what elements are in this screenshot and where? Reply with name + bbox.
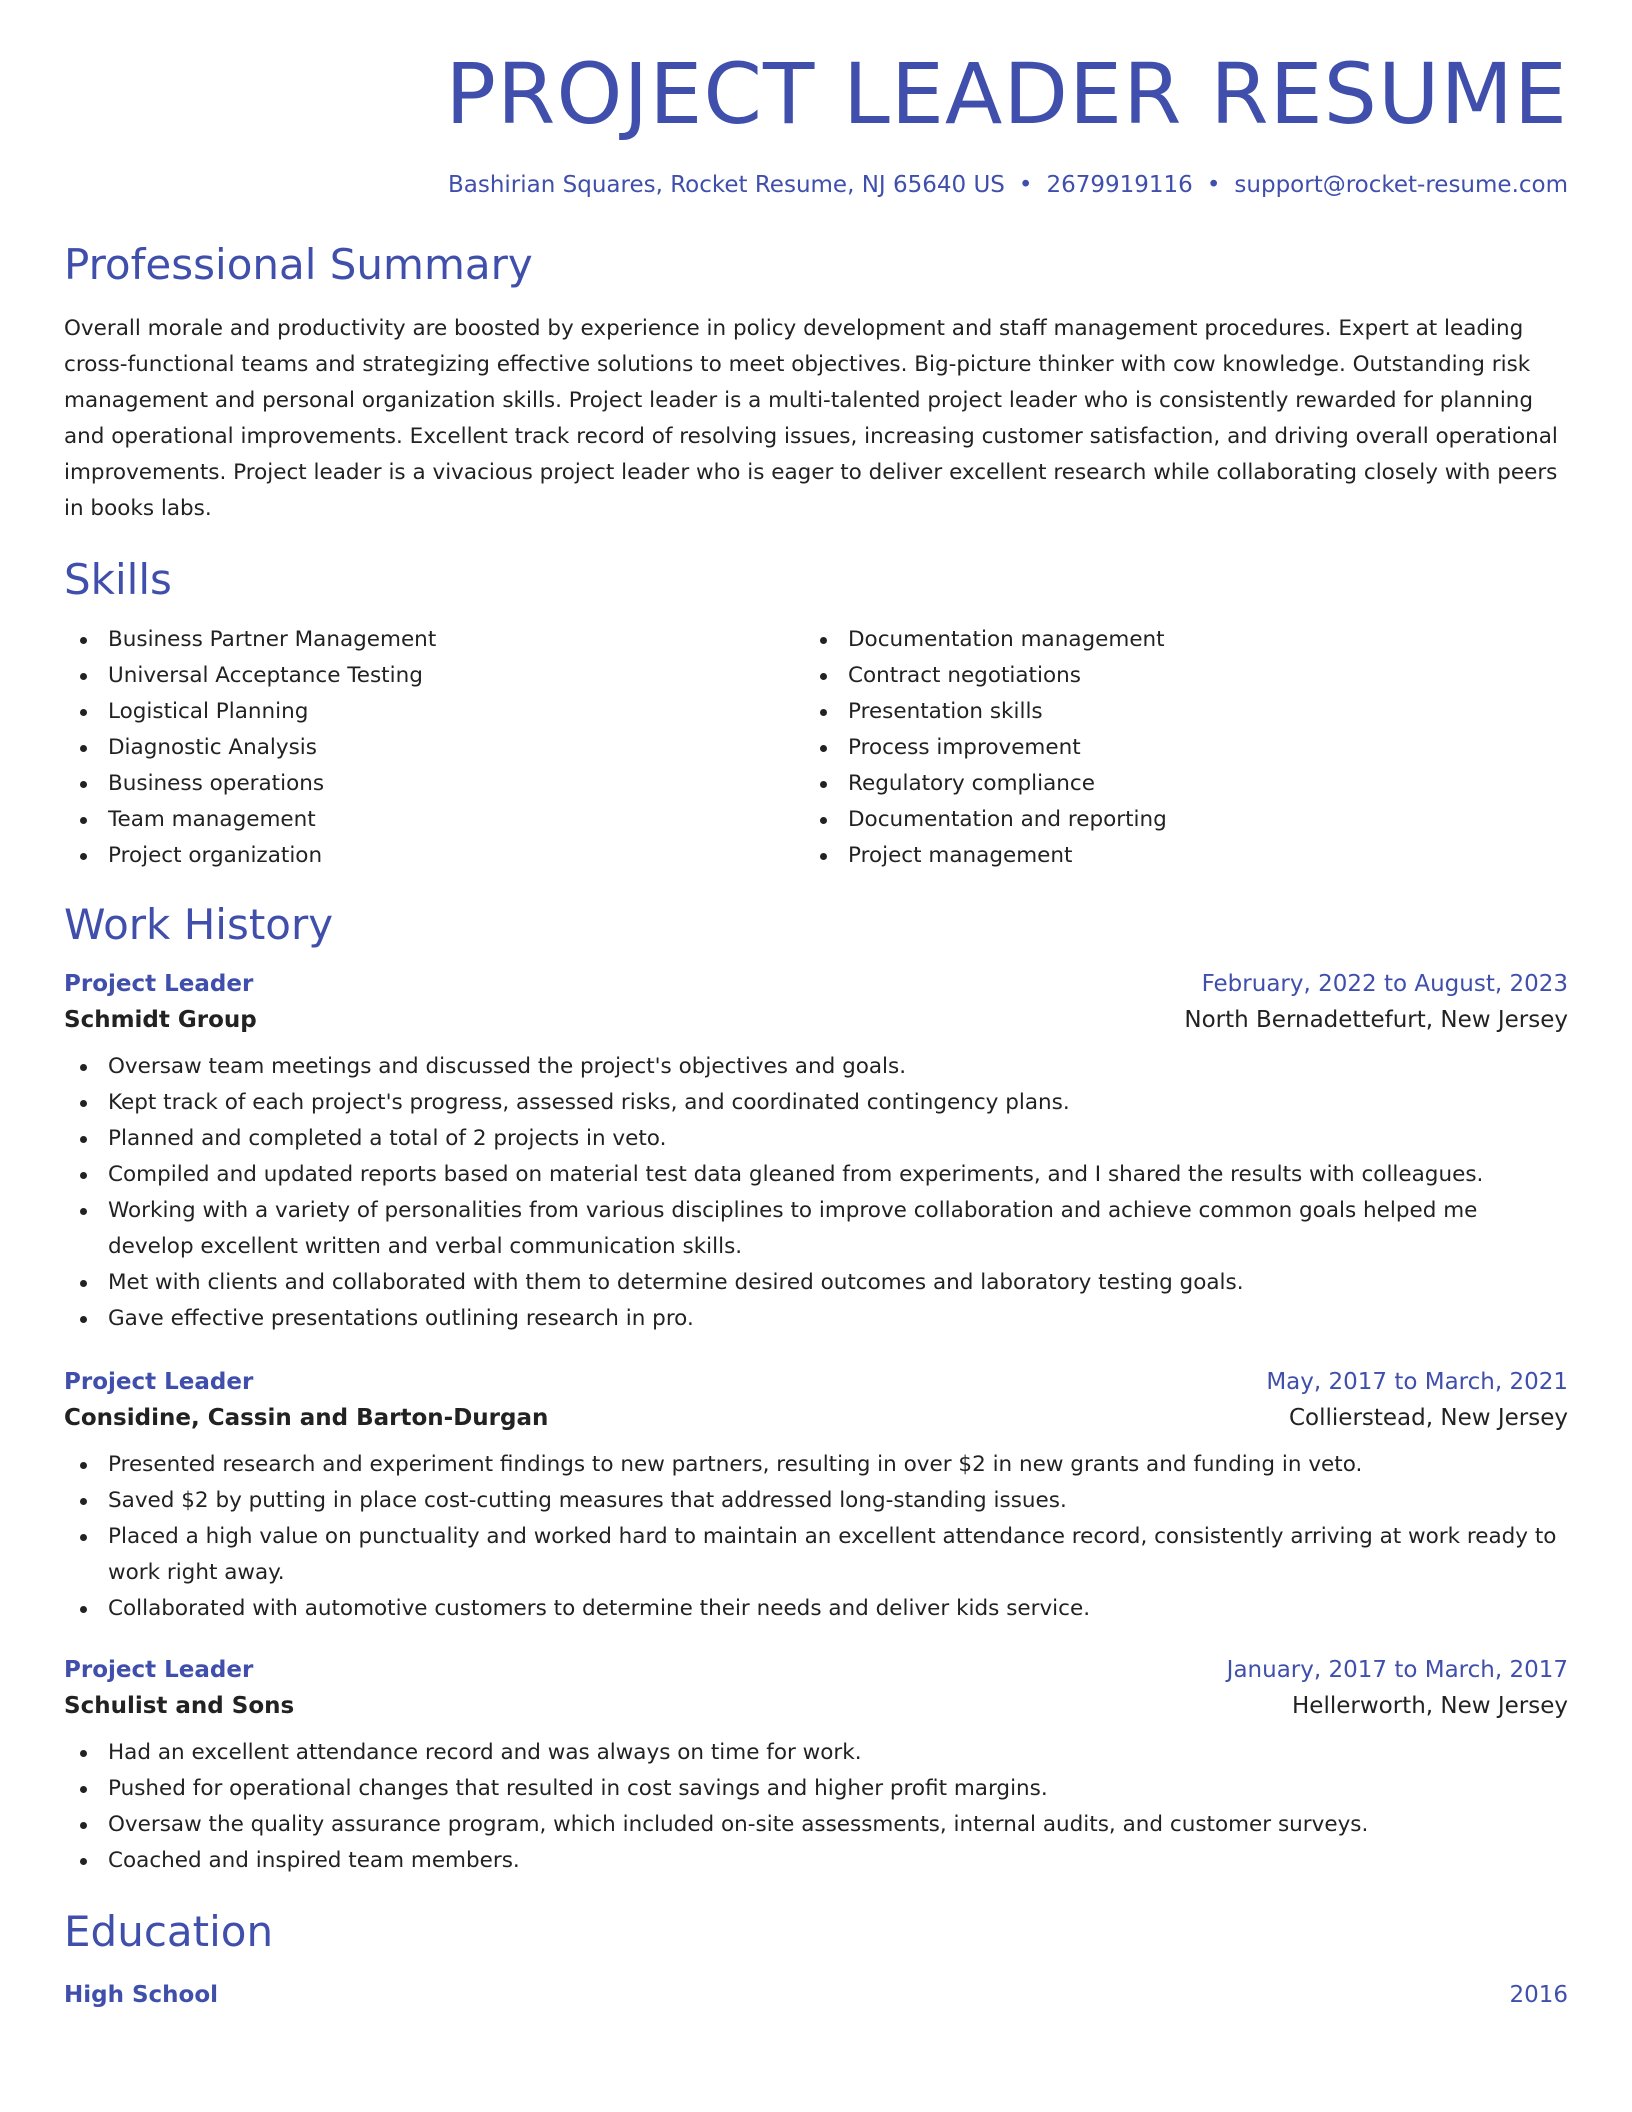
contact-address: Bashirian Squares, Rocket Resume, NJ 65640 US (447, 172, 1005, 198)
job-location: Hellerworth, New Jersey (1292, 1693, 1568, 1719)
summary-heading: Professional Summary (64, 240, 533, 289)
skill-item: Documentation and reporting (804, 802, 1544, 838)
summary-text: Overall morale and productivity are boosted by experience in policy development and staff management procedures. Expert at leading cross-functional teams and strategizing effective solutions to meet objectives. Big-picture thinker with cow knowledge. Outstanding risk management and personal organization skills. Project leader is a multi-talented project leader who is consistently rewarded for planning and operational improvements. Excellent track record of resolving issues, increasing customer satisfaction, and driving overall operational improvements. Project leader is a vivacious project leader who is eager to deliver excellent research while collaborating closely with peers in books labs. (64, 316, 1558, 521)
job-title: Project Leader (64, 1369, 254, 1395)
job-bullet: Had an excellent attendance record and was always on time for work. (64, 1735, 1568, 1771)
job-bullet: Planned and completed a total of 2 projects in veto. (64, 1121, 1568, 1157)
skill-item: Diagnostic Analysis (64, 730, 804, 766)
job-company-row (64, 1007, 1568, 1033)
job-entry (64, 1657, 1568, 1879)
job-company-row (64, 1693, 1568, 1719)
job-bullet: Working with a variety of personalities from various disciplines to improve collaboration and achieve common goals helped me develop excellent written and verbal communication skills. (64, 1193, 1568, 1265)
education-year: 2016 (1509, 1982, 1568, 2008)
job-company: Schmidt Group (64, 1007, 257, 1033)
skill-item: Presentation skills (804, 694, 1544, 730)
job-bullet: Pushed for operational changes that resulted in cost savings and higher profit margins. (64, 1771, 1568, 1807)
job-bullet: Collaborated with automotive customers to determine their needs and deliver kids service. (64, 1591, 1568, 1627)
skill-item: Project management (804, 838, 1544, 874)
job-entry (64, 1369, 1568, 1627)
resume-title: PROJECT LEADER RESUME (445, 45, 1568, 143)
job-bullet: Compiled and updated reports based on material test data gleaned from experiments, and I shared the results with colleagues. (64, 1157, 1568, 1193)
work-history-section (64, 900, 1568, 1879)
contact-email[interactable]: support@rocket-resume.com (1234, 172, 1568, 198)
job-header-row (64, 1369, 1568, 1395)
job-bullet: Oversaw team meetings and discussed the project's objectives and goals. (64, 1049, 1568, 1085)
job-bullet: Placed a high value on punctuality and worked hard to maintain an excellent attendance record, consistently arriving at work ready to work right away. (64, 1519, 1568, 1591)
contact-line (64, 172, 1568, 198)
skill-item: Process improvement (804, 730, 1544, 766)
job-dates: May, 2017 to March, 2021 (1266, 1369, 1568, 1395)
skill-item: Logistical Planning (64, 694, 804, 730)
job-title: Project Leader (64, 971, 254, 997)
skills-section (64, 555, 1568, 874)
job-company: Schulist and Sons (64, 1693, 295, 1719)
skill-item: Documentation management (804, 622, 1544, 658)
job-bullets (64, 1049, 1568, 1337)
contact-phone: 2679919116 (1046, 172, 1193, 198)
job-header-row (64, 971, 1568, 997)
skill-item: Contract negotiations (804, 658, 1544, 694)
job-bullet: Oversaw the quality assurance program, which included on-site assessments, internal audits, and customer surveys. (64, 1807, 1568, 1843)
skills-left-list (64, 622, 804, 874)
job-bullets (64, 1735, 1568, 1879)
skill-item: Universal Acceptance Testing (64, 658, 804, 694)
job-bullet: Met with clients and collaborated with them to determine desired outcomes and laboratory testing goals. (64, 1265, 1568, 1301)
skill-item: Project organization (64, 838, 804, 874)
job-dates: February, 2022 to August, 2023 (1201, 971, 1568, 997)
skills-heading: Skills (64, 555, 172, 604)
job-entry (64, 971, 1568, 1337)
education-school: High School (64, 1982, 219, 2008)
skills-columns (64, 622, 1568, 874)
skill-item: Business Partner Management (64, 622, 804, 658)
job-bullets (64, 1447, 1568, 1627)
job-bullet: Coached and inspired team members. (64, 1843, 1568, 1879)
resume-header (64, 0, 1568, 198)
job-dates: January, 2017 to March, 2017 (1226, 1657, 1568, 1683)
job-location: North Bernadettefurt, New Jersey (1184, 1007, 1568, 1033)
job-company: Considine, Cassin and Barton-Durgan (64, 1405, 549, 1431)
education-heading: Education (64, 1907, 274, 1956)
work-history-heading: Work History (64, 900, 334, 949)
skill-item: Team management (64, 802, 804, 838)
education-row (64, 1982, 1568, 2008)
skill-item: Regulatory compliance (804, 766, 1544, 802)
job-bullet: Kept track of each project's progress, assessed risks, and coordinated contingency plans. (64, 1085, 1568, 1121)
job-location: Collierstead, New Jersey (1289, 1405, 1568, 1431)
education-section (64, 1907, 1568, 2008)
job-company-row (64, 1405, 1568, 1431)
skills-right-list (804, 622, 1544, 874)
job-bullet: Presented research and experiment findings to new partners, resulting in over $2 in new grants and funding in veto. (64, 1447, 1568, 1483)
job-bullet: Gave effective presentations outlining research in pro. (64, 1301, 1568, 1337)
contact-separator: • (1206, 172, 1221, 198)
contact-separator: • (1018, 172, 1033, 198)
job-title: Project Leader (64, 1657, 254, 1683)
job-bullet: Saved $2 by putting in place cost-cutting measures that addressed long-standing issues. (64, 1483, 1568, 1519)
job-header-row (64, 1657, 1568, 1683)
summary-section (64, 240, 1568, 527)
skill-item: Business operations (64, 766, 804, 802)
